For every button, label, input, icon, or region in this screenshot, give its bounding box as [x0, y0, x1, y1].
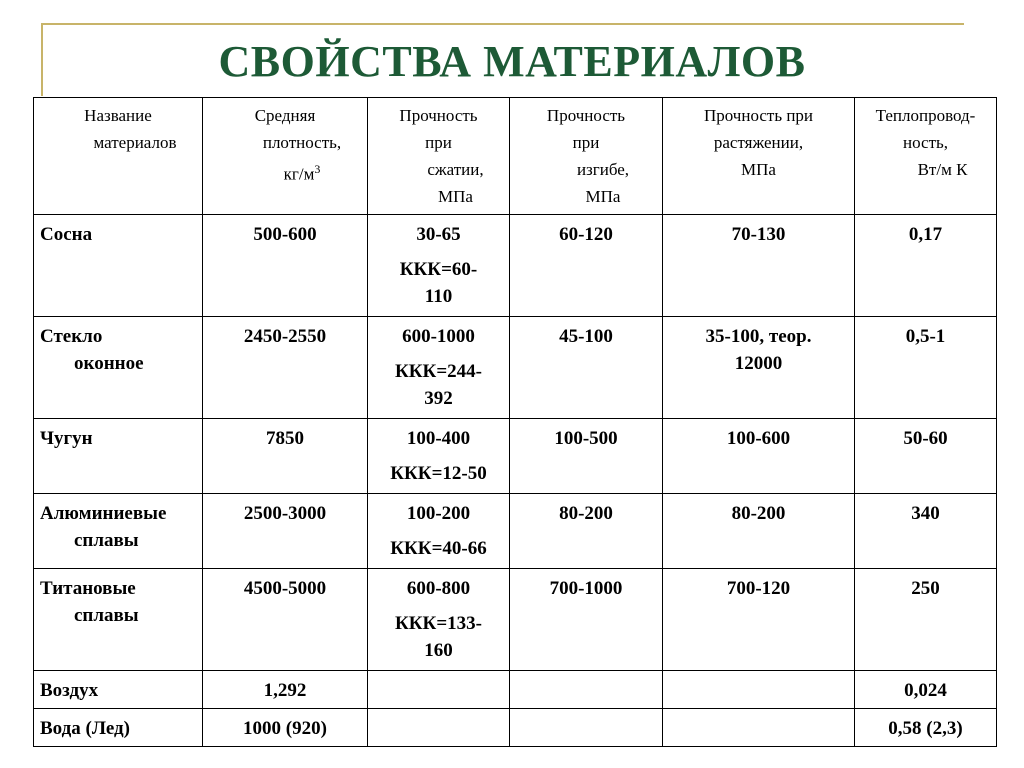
cell-conductivity: 0,5-1 [855, 317, 997, 419]
cell-compression: 600-800 ККК=133- 160 [368, 569, 510, 671]
cell-compression: 100-200 ККК=40-66 [368, 494, 510, 569]
cell-tension: 70-130 [663, 215, 855, 317]
header-bending-strength: Прочность при изгибе, МПа [510, 98, 663, 215]
cell-density: 2450-2550 [203, 317, 368, 419]
cell-density: 4500-5000 [203, 569, 368, 671]
cell-compression: 30-65 ККК=60- 110 [368, 215, 510, 317]
cell-bending [510, 709, 663, 747]
table-row [34, 709, 997, 747]
cell-material-name: Алюминиевые сплавы [34, 494, 203, 569]
header-tension-strength: Прочность при растяжении, МПа [663, 98, 855, 215]
materials-properties-table [33, 97, 997, 747]
header-compression-strength: Прочность при сжатии, МПа [368, 98, 510, 215]
cell-density: 500-600 [203, 215, 368, 317]
cell-bending: 45-100 [510, 317, 663, 419]
cell-compression: 100-400 ККК=12-50 [368, 419, 510, 494]
header-material-name: Название материалов [34, 98, 203, 215]
cell-material-name: Сосна [34, 215, 203, 317]
cell-compression [368, 709, 510, 747]
table-header-row [34, 98, 997, 215]
cell-compression [368, 671, 510, 709]
cell-conductivity: 250 [855, 569, 997, 671]
cell-bending [510, 671, 663, 709]
cell-compression: 600-1000 ККК=244- 392 [368, 317, 510, 419]
cell-material-name: Вода (Лед) [34, 709, 203, 747]
cell-tension: 35-100, теор. 12000 [663, 317, 855, 419]
page-title: СВОЙСТВА МАТЕРИАЛОВ [218, 37, 806, 86]
cell-bending: 80-200 [510, 494, 663, 569]
header-density: Средняя плотность, $кг/м^3$ [203, 98, 368, 215]
cell-tension [663, 671, 855, 709]
cell-conductivity: 0,58 (2,3) [855, 709, 997, 747]
table-row [34, 215, 997, 317]
table-row [34, 569, 997, 671]
table-row [34, 419, 997, 494]
cell-material-name: Стекло оконное [34, 317, 203, 419]
cell-tension: 100-600 [663, 419, 855, 494]
cell-tension: 700-120 [663, 569, 855, 671]
decorative-top-line [42, 23, 964, 25]
cell-density: 1,292 [203, 671, 368, 709]
cell-material-name: Воздух [34, 671, 203, 709]
cell-conductivity: 0,024 [855, 671, 997, 709]
cell-density: 1000 (920) [203, 709, 368, 747]
cell-material-name: Титановые сплавы [34, 569, 203, 671]
cell-tension [663, 709, 855, 747]
table-row [34, 671, 997, 709]
table-row [34, 317, 997, 419]
cell-conductivity: 340 [855, 494, 997, 569]
cell-bending: 700-1000 [510, 569, 663, 671]
cell-conductivity: 0,17 [855, 215, 997, 317]
cell-bending: 60-120 [510, 215, 663, 317]
cell-bending: 100-500 [510, 419, 663, 494]
cell-tension: 80-200 [663, 494, 855, 569]
cell-material-name: Чугун [34, 419, 203, 494]
cell-density: 2500-3000 [203, 494, 368, 569]
cell-conductivity: 50-60 [855, 419, 997, 494]
cell-density: 7850 [203, 419, 368, 494]
table-row [34, 494, 997, 569]
header-thermal-conductivity: Теплопровод- ность, Вт/м К [855, 98, 997, 215]
